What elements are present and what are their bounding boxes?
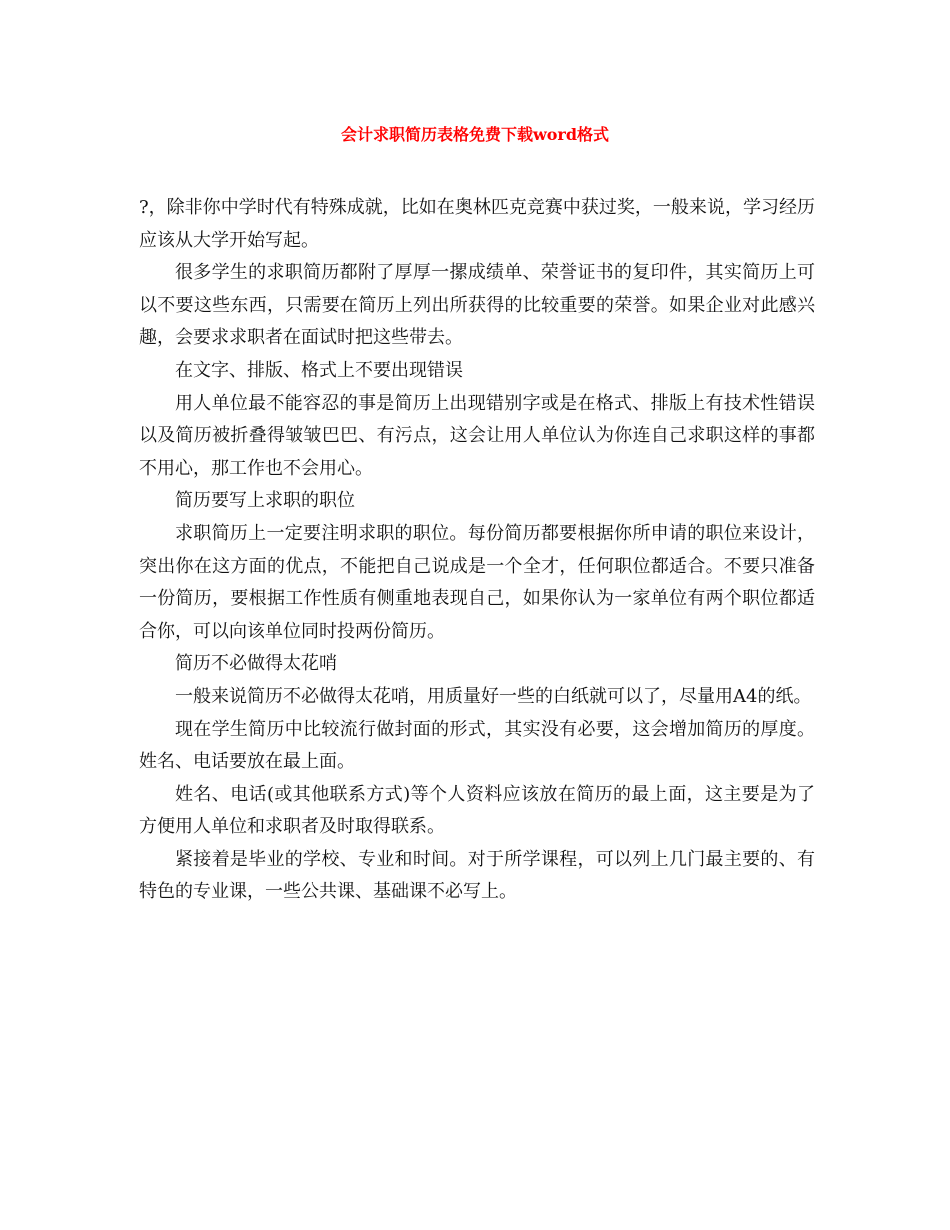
- section-heading-not-fancy: 简历不必做得太花哨: [175, 653, 337, 675]
- document-title: 会计求职简历表格免费下载word格式: [340, 125, 610, 144]
- paragraph-certificates: 很多学生的求职简历都附了厚厚一摞成绩单、荣誉证书的复印件，其实简历上可以不要这些东西，只需要在简历上列出所获得的比较重要的荣誉。如果企业对此感兴趣，会要求求职者在面试时把这些带去。: [139, 262, 815, 349]
- paragraph-education-history: ?，除非你中学时代有特殊成就，比如在奥林匹克竞赛中获过奖，一般来说，学习经历应该从大学开始写起。: [139, 197, 815, 251]
- paragraph-job-position: 求职简历上一定要注明求职的职位。每份简历都要根据你所申请的职位来设计，突出你在这方面的优点，不能把自己说成是一个全才，任何职位都适合。不要只准备一份简历，要根据工作性质有侧重地表现自己，如果你认为一家单位有两个职位都适合你，可以向该单位同时投两份简历。: [139, 522, 815, 642]
- section-heading-job-position: 简历要写上求职的职位: [175, 490, 355, 512]
- section-heading-no-errors: 在文字、排版、格式上不要出现错误: [175, 359, 463, 381]
- paragraph-cover: 现在学生简历中比较流行做封面的形式，其实没有必要，这会增加简历的厚度。姓名、电话要放在最上面。: [139, 718, 815, 773]
- paragraph-courses: 紧接着是毕业的学校、专业和时间。对于所学课程，可以列上几门最主要的、有特色的专业课，一些公共课、基础课不必写上。: [139, 848, 815, 903]
- paragraph-contact-info: 姓名、电话(或其他联系方式)等个人资料应该放在简历的最上面，这主要是为了方便用人单位和求职者及时取得联系。: [139, 783, 815, 838]
- paragraph-paper: 一般来说简历不必做得太花哨，用质量好一些的白纸就可以了，尽量用A4的纸。: [175, 685, 812, 707]
- document-body: [139, 192, 815, 909]
- paragraph-no-errors: 用人单位最不能容忍的事是简历上出现错别字或是在格式、排版上有技术性错误以及简历被折叠得皱皱巴巴、有污点，这会让用人单位认为你连自己求职这样的事都不用心，那工作也不会用心。: [139, 392, 815, 479]
